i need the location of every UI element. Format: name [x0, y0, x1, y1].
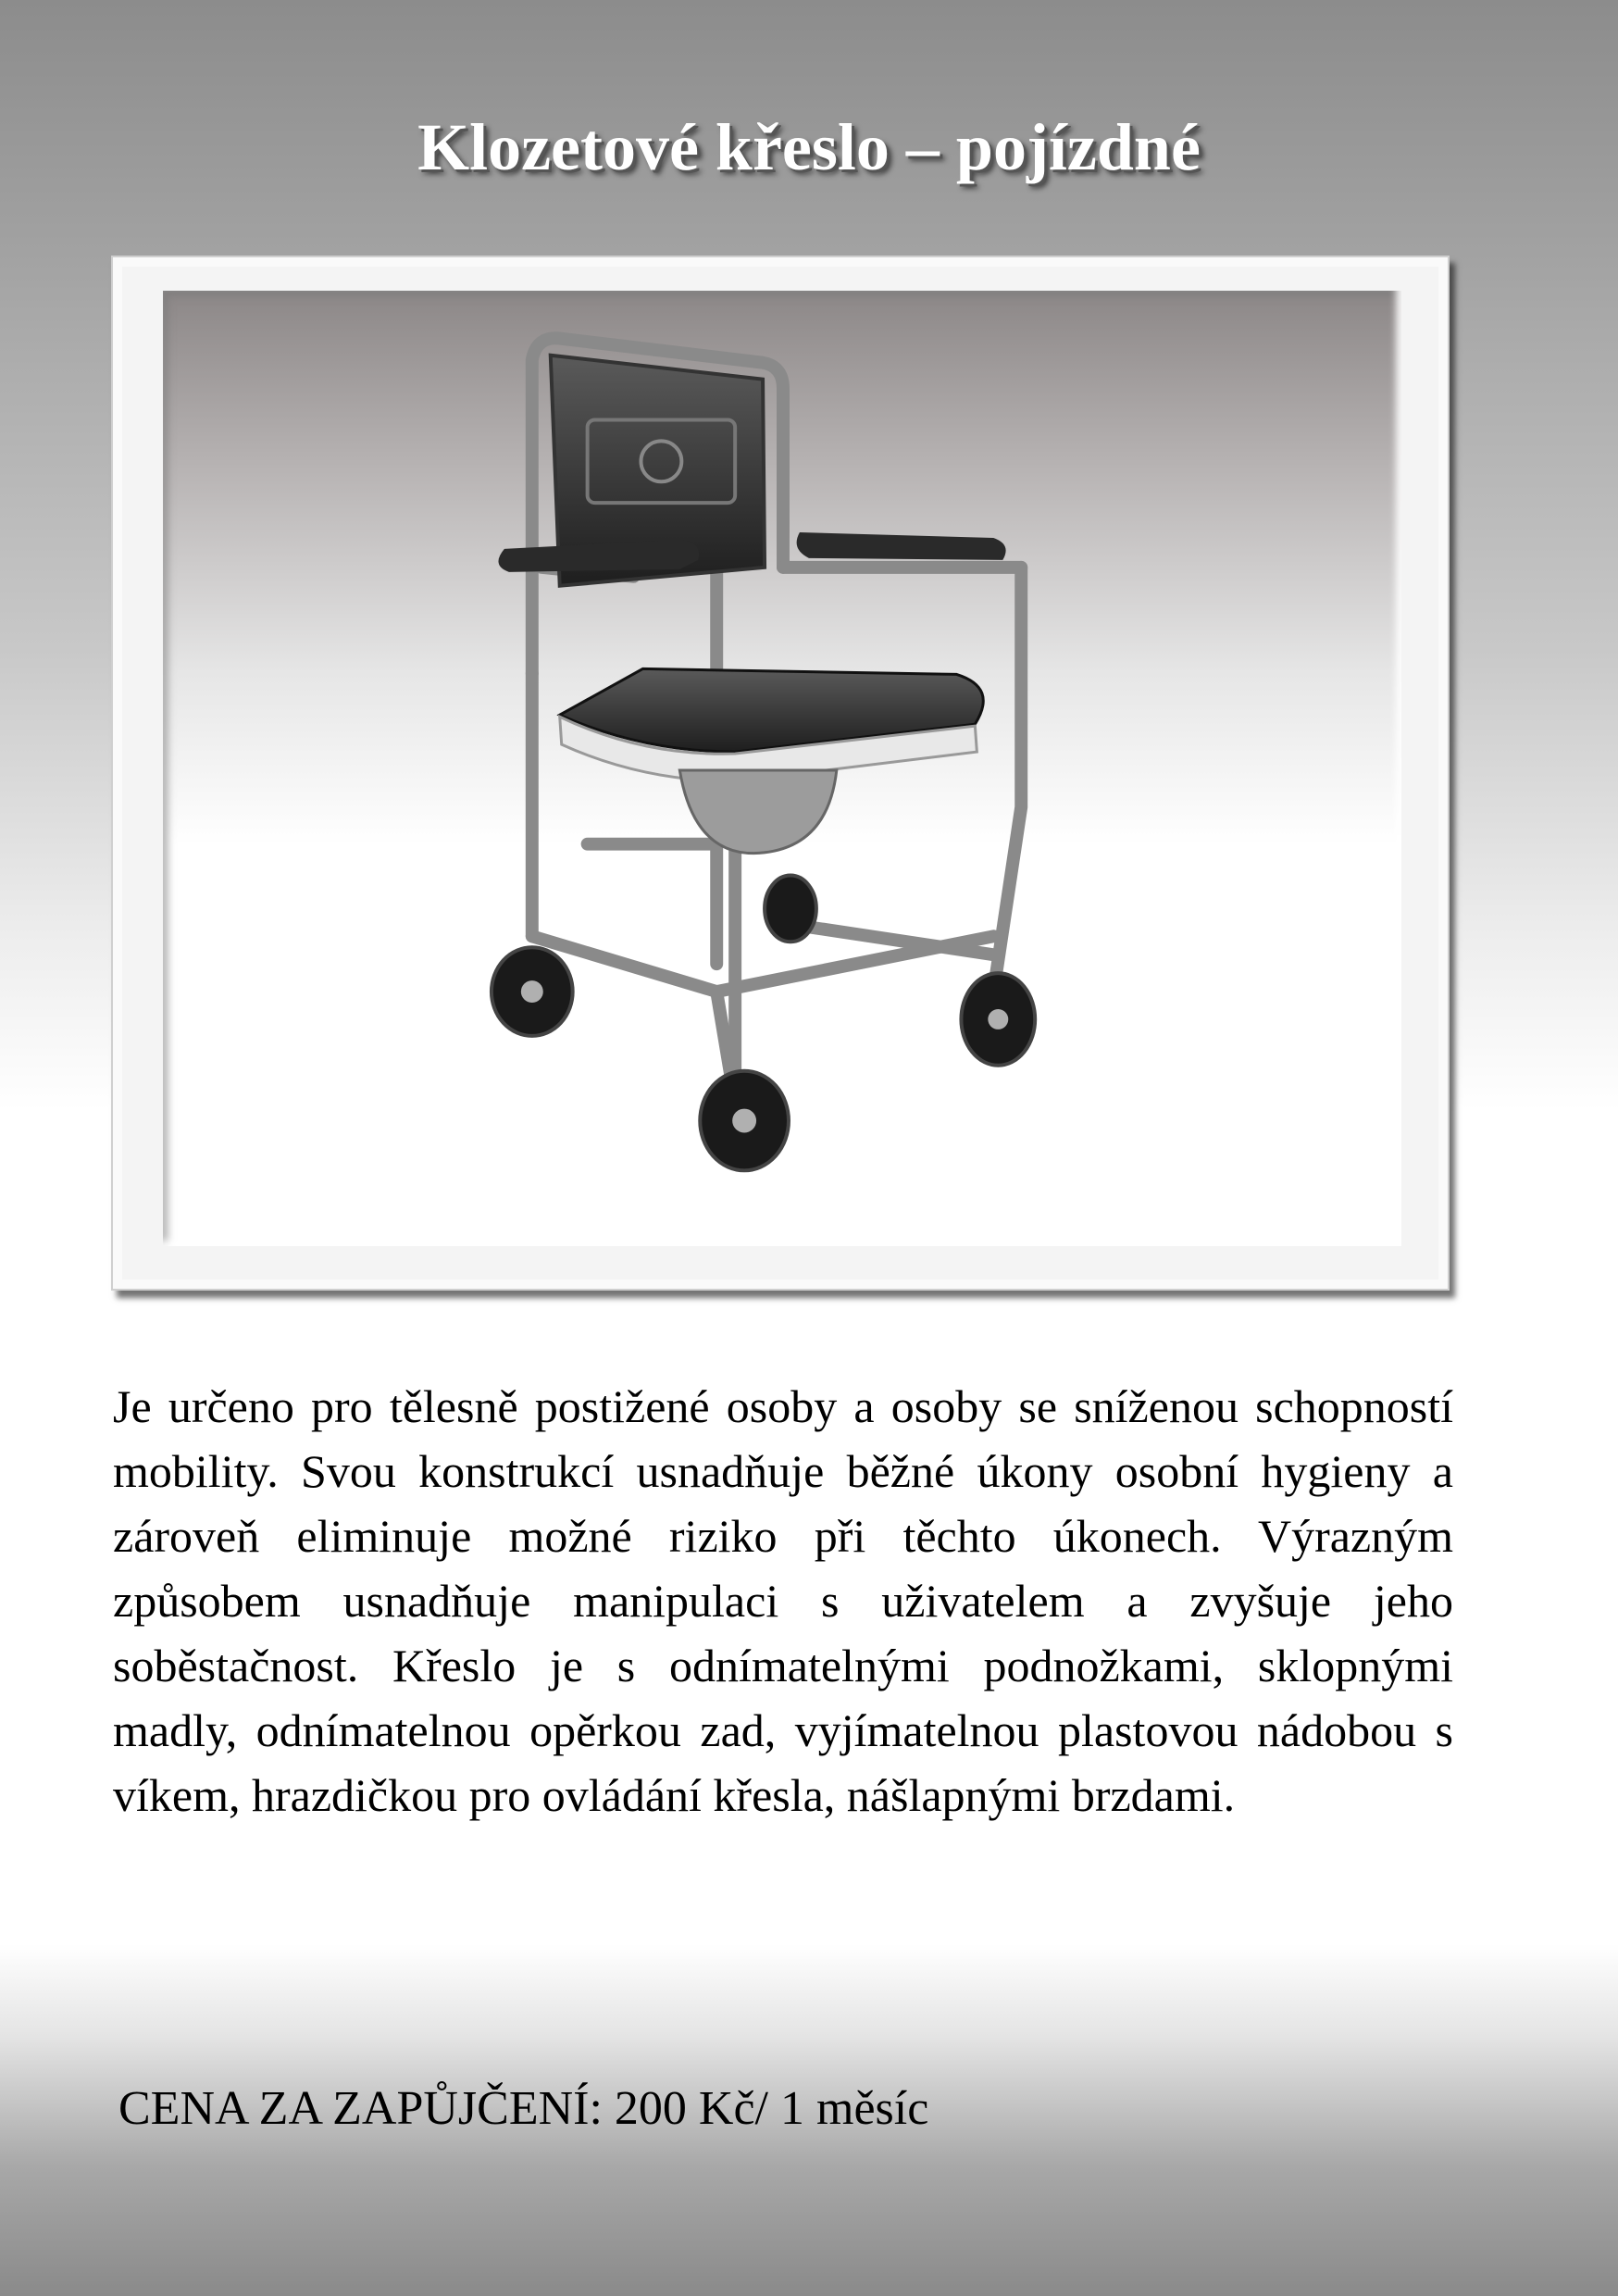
product-image [163, 291, 1401, 1246]
product-description: Je určeno pro tělesně postižené osoby a osoby se sníženou schopností mobility. Svou konstrukcí usnadňuje běžné úkony osobní hygieny a zároveň eliminuje možné riziko při těchto úkonech. Výrazným způsobem usnadňuje manipulaci s uživatelem a zvyšuje jeho soběstačnost. Křeslo je s odnímatelnými podnožkami, sklopnými madly, odnímatelnou opěrkou zad, vyjímatelnou plastovou nádobou s víkem, hrazdičkou pro ovládání křesla, nášlapnými brzdami. [113, 1380, 1453, 1821]
commode-chair-icon [163, 291, 1401, 1246]
product-image-frame [111, 256, 1450, 1291]
rental-price: CENA ZA ZAPŮJČENÍ: 200 Kč/ 1 měsíc [118, 2082, 929, 2135]
page-title: Klozetové křeslo – pojízdné [417, 110, 1201, 184]
